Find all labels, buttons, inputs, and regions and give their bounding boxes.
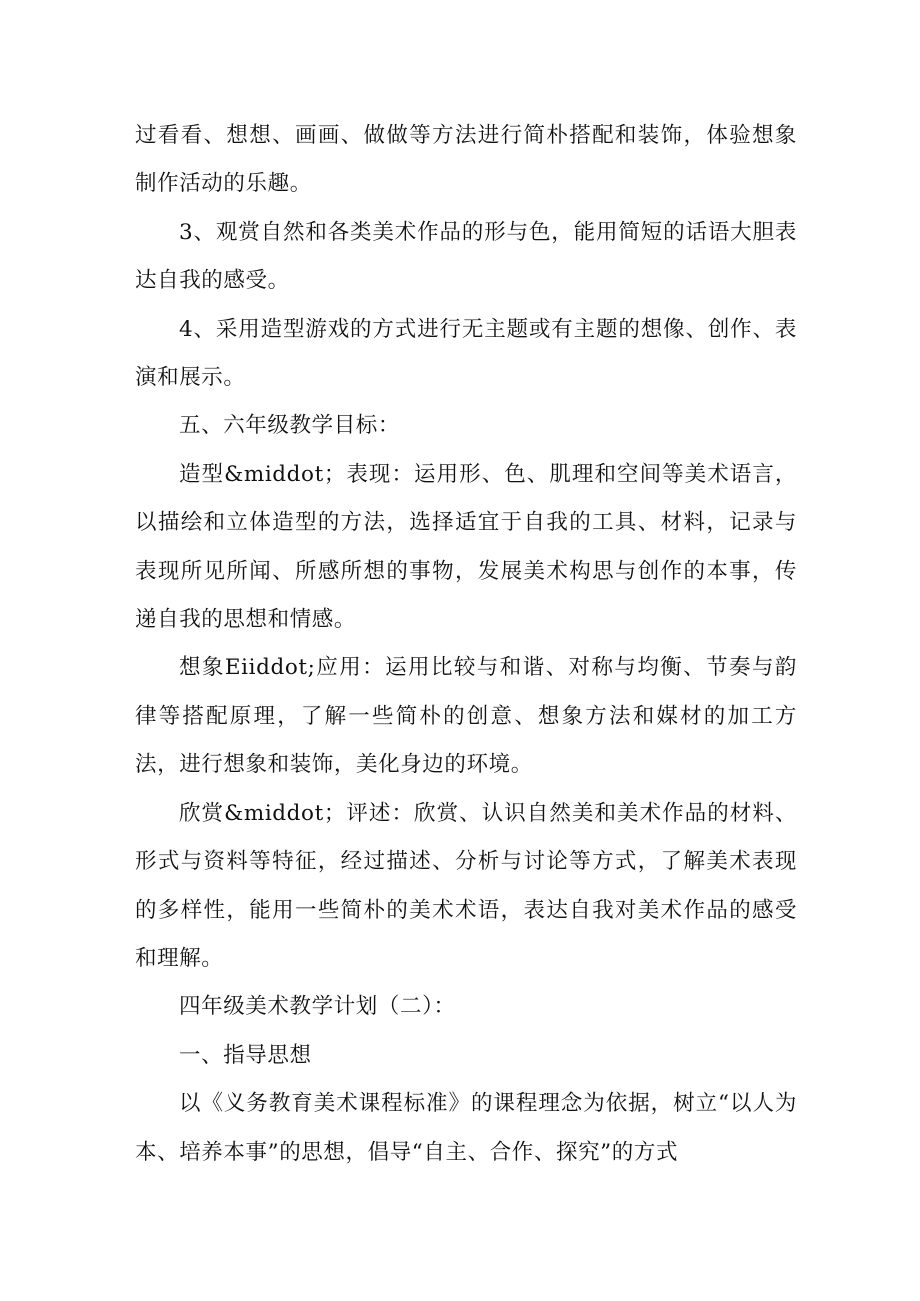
- paragraph: 欣赏&middot；评述：欣赏、认识自然美和美术作品的材料、形式与资料等特征，经过描述、分析与讨论等方式，了解美术表现的多样性，能用一些简朴的美术术语，表达自我对美术作品的感受和理解。: [135, 800, 797, 971]
- paragraph: 4、采用造型游戏的方式进行无主题或有主题的想像、创作、表演和展示。: [135, 316, 797, 391]
- paragraph: 四年级美术教学计划（二）：: [179, 994, 456, 1020]
- paragraph: 过看看、想想、画画、做做等方法进行简朴搭配和装饰，体验想象制作活动的乐趣。: [135, 123, 797, 197]
- paragraph: 一、指导思想: [179, 1042, 312, 1068]
- paragraph: 造型&middot；表现：运用形、色、肌理和空间等美术语言，以描绘和立体造型的方法，选择适宜于自我的工具、材料，记录与表现所见所闻、所感所想的事物，发展美术构思与创作的本事，传递自我的思想和情感。: [135, 461, 797, 633]
- paragraph: 想象Eiiddot;应用：运用比较与和谐、对称与均衡、节奏与韵律等搭配原理，了解一些简朴的创意、想象方法和媒材的加工方法，进行想象和装饰，美化身边的环境。: [135, 655, 797, 778]
- paragraph: 五、六年级教学目标：: [179, 413, 401, 439]
- paragraph: 以《义务教育美术课程标准》的课程理念为依据，树立“以人为本、培养本事”的思想，倡导“自主、合作、探究”的方式: [135, 1091, 797, 1165]
- paragraph: 3、观赏自然和各类美术作品的形与色，能用简短的话语大胆表达自我的感受。: [135, 219, 797, 294]
- document-body: [135, 112, 797, 1177]
